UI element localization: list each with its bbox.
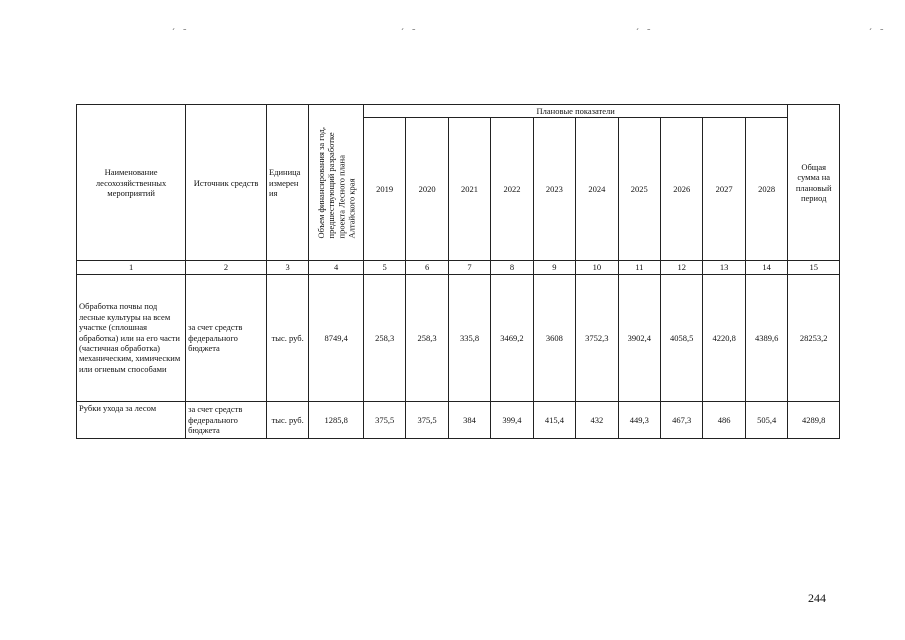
year-value: 4389,6 xyxy=(745,274,788,401)
financing-table xyxy=(76,104,840,439)
column-number: 12 xyxy=(661,261,703,274)
scan-mark: ´ ˉ xyxy=(401,27,419,37)
year-value: 449,3 xyxy=(618,401,660,438)
header-row-1 xyxy=(77,105,840,118)
table-row xyxy=(77,401,840,438)
header-year: 2020 xyxy=(406,118,448,261)
column-number: 4 xyxy=(309,261,364,274)
column-number: 2 xyxy=(186,261,267,274)
scan-marks xyxy=(0,0,905,60)
unit: тыс. руб. xyxy=(266,401,308,438)
header-prior: Объем финансирования за год, предшествующий разработке проекта Лесного плана Алтайского края xyxy=(315,126,357,239)
header-year: 2022 xyxy=(491,118,533,261)
year-value: 258,3 xyxy=(363,274,405,401)
header-year: 2028 xyxy=(745,118,788,261)
year-value: 335,8 xyxy=(448,274,490,401)
year-value: 375,5 xyxy=(363,401,405,438)
prior-amount: 1285,8 xyxy=(309,401,364,438)
table-row xyxy=(77,274,840,401)
total-amount: 28253,2 xyxy=(788,274,840,401)
column-number: 3 xyxy=(266,261,308,274)
column-number: 6 xyxy=(406,261,448,274)
year-value: 3752,3 xyxy=(576,274,618,401)
year-value: 258,3 xyxy=(406,274,448,401)
header-total: Общая сумма на плановый период xyxy=(788,105,840,261)
year-value: 3608 xyxy=(533,274,575,401)
column-number: 7 xyxy=(448,261,490,274)
year-value: 3902,4 xyxy=(618,274,660,401)
header-name: Наименование лесохозяйственных мероприятий xyxy=(77,105,186,261)
header-year: 2019 xyxy=(363,118,405,261)
header-year: 2027 xyxy=(703,118,745,261)
page-number: 244 xyxy=(808,591,826,605)
header-unit: Единица измерен ия xyxy=(266,105,308,261)
year-value: 505,4 xyxy=(745,401,788,438)
column-number: 15 xyxy=(788,261,840,274)
column-number: 8 xyxy=(491,261,533,274)
column-number: 9 xyxy=(533,261,575,274)
activity-name: Обработка почвы под лесные культуры на всем участке (сплошная обработка) или на его части (частичная обработка) механическим, химическим или огневым способами xyxy=(77,274,186,401)
total-amount: 4289,8 xyxy=(788,401,840,438)
column-number: 10 xyxy=(576,261,618,274)
year-value: 375,5 xyxy=(406,401,448,438)
header-year: 2025 xyxy=(618,118,660,261)
year-value: 3469,2 xyxy=(491,274,533,401)
funding-source: за счет средств федерального бюджета xyxy=(186,274,267,401)
column-number: 11 xyxy=(618,261,660,274)
year-value: 415,4 xyxy=(533,401,575,438)
column-number: 14 xyxy=(745,261,788,274)
scan-mark: ´ ˉ xyxy=(869,27,887,37)
year-value: 486 xyxy=(703,401,745,438)
unit: тыс. руб. xyxy=(266,274,308,401)
year-value: 399,4 xyxy=(491,401,533,438)
header-year: 2021 xyxy=(448,118,490,261)
header-year: 2026 xyxy=(661,118,703,261)
column-number: 5 xyxy=(363,261,405,274)
header-planned: Плановые показатели xyxy=(363,105,787,118)
year-value: 4220,8 xyxy=(703,274,745,401)
year-value: 384 xyxy=(448,401,490,438)
funding-source: за счет средств федерального бюджета xyxy=(186,401,267,438)
header-source: Источник средств xyxy=(186,105,267,261)
header-prior-cell xyxy=(309,105,364,261)
header-year: 2024 xyxy=(576,118,618,261)
year-value: 4058,5 xyxy=(661,274,703,401)
scan-mark: ´ ˉ xyxy=(172,27,190,37)
column-number-row xyxy=(77,261,840,274)
year-value: 467,3 xyxy=(661,401,703,438)
activity-name: Рубки ухода за лесом xyxy=(77,401,186,438)
column-number: 13 xyxy=(703,261,745,274)
year-value: 432 xyxy=(576,401,618,438)
prior-amount: 8749,4 xyxy=(309,274,364,401)
header-year: 2023 xyxy=(533,118,575,261)
scan-mark: ´ ˉ xyxy=(636,27,654,37)
column-number: 1 xyxy=(77,261,186,274)
